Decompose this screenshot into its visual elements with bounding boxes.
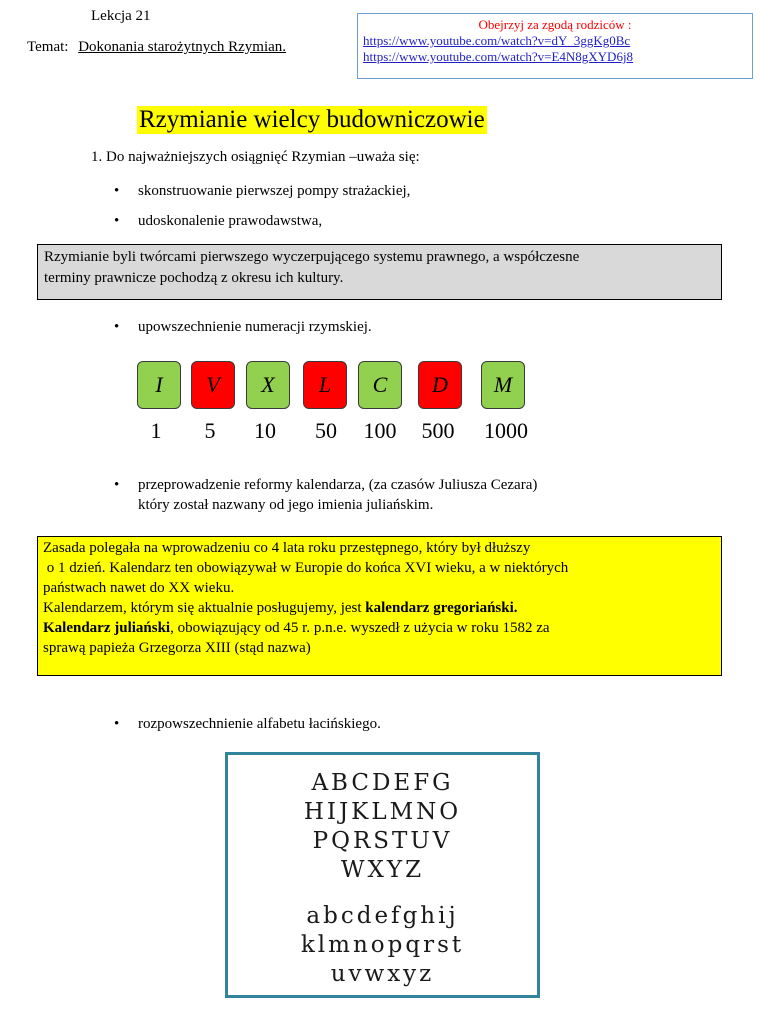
- lowercase-alphabet: [228, 902, 537, 989]
- calendar-info-line: Zasada polegała na wprowadzeniu co 4 lata roku przestępnego, który był dłuższy: [43, 540, 531, 556]
- calendar-info-box: [37, 536, 722, 676]
- gregorian-calendar-term: kalendarz gregoriański.: [365, 600, 518, 616]
- uppercase-alphabet: [228, 769, 537, 885]
- page-title: Rzymianie wielcy budowniczowie: [139, 106, 485, 133]
- numeral-tile: I: [137, 361, 181, 409]
- bullet-icon: •: [114, 477, 120, 493]
- numeral-tile: M: [481, 361, 525, 409]
- video-links-heading: Obejrzyj za zgodą rodziców :: [478, 17, 632, 32]
- numeral-tile: X: [246, 361, 290, 409]
- law-info-box: [37, 244, 722, 300]
- alphabet-line: HIJKLMNO: [303, 799, 462, 825]
- numeral-value: 1000: [484, 418, 528, 443]
- video-links-box: [357, 13, 753, 79]
- alphabet-line: uvwxyz: [330, 961, 435, 987]
- alphabet-line: PQRSTUV: [312, 828, 453, 854]
- video-link-1[interactable]: https://www.youtube.com/watch?v=dY_3ggKg0Bc: [363, 33, 631, 48]
- law-info-line: Rzymianie byli twórcami pierwszego wyczerpującego systemu prawnego, a współczesne: [44, 249, 580, 265]
- lesson-topic: [27, 39, 286, 56]
- numeral-tile: C: [358, 361, 402, 409]
- numeral-value: 100: [363, 418, 397, 443]
- calendar-info-line: Kalendarzem, którym się aktualnie posługujemy, jest kalendarz gregoriański.: [43, 600, 518, 616]
- alphabet-line: WXYZ: [340, 857, 425, 883]
- bullet-icon: •: [114, 319, 120, 335]
- bullet-icon: •: [114, 213, 120, 229]
- video-link-2[interactable]: https://www.youtube.com/watch?v=E4N8gXYD6j8: [363, 49, 634, 64]
- julian-calendar-term: Kalendarz juliański: [43, 620, 171, 636]
- alphabet-line: ABCDEFG: [311, 770, 454, 796]
- numeral-value: 50: [315, 418, 337, 443]
- lesson-number: Lekcja 21: [91, 8, 151, 24]
- numeral-tile: D: [418, 361, 462, 409]
- numeral-tile: L: [303, 361, 347, 409]
- calendar-info-line: sprawą papieża Grzegorza XIII (stąd nazwa): [43, 640, 311, 656]
- calendar-info-line: państwach nawet do XX wieku.: [43, 580, 235, 596]
- calendar-info-line: Kalendarz juliański, obowiązujący od 45 r. p.n.e. wyszedł z użycia w roku 1582 za: [43, 620, 550, 636]
- intro-numbered-item: 1. Do najważniejszych osiągnięć Rzymian –uważa się:: [91, 149, 420, 165]
- alphabet-line: abcdefghij: [306, 903, 459, 929]
- law-info-line: terminy prawnicze pochodzą z okresu ich kultury.: [44, 270, 344, 286]
- numeral-value: 5: [204, 418, 216, 443]
- bullet-icon: •: [114, 716, 120, 732]
- numeral-value: 10: [254, 418, 276, 443]
- calendar-info-line: o 1 dzień. Kalendarz ten obowiązywał w Europie do końca XVI wieku, a w niektórych: [43, 560, 569, 576]
- numeral-tile: V: [191, 361, 235, 409]
- numeral-value: 1: [150, 418, 162, 443]
- latin-alphabet-figure: [225, 752, 540, 998]
- topic-label: Temat:: [27, 39, 69, 55]
- alphabet-line: klmnopqrst: [300, 932, 465, 958]
- topic-text: Dokonania starożytnych Rzymian.: [78, 39, 287, 55]
- bullet-continuation: który został nazwany od jego imienia juliańskim.: [138, 497, 434, 513]
- numeral-value: 500: [421, 418, 455, 443]
- bullet-icon: •: [114, 183, 120, 199]
